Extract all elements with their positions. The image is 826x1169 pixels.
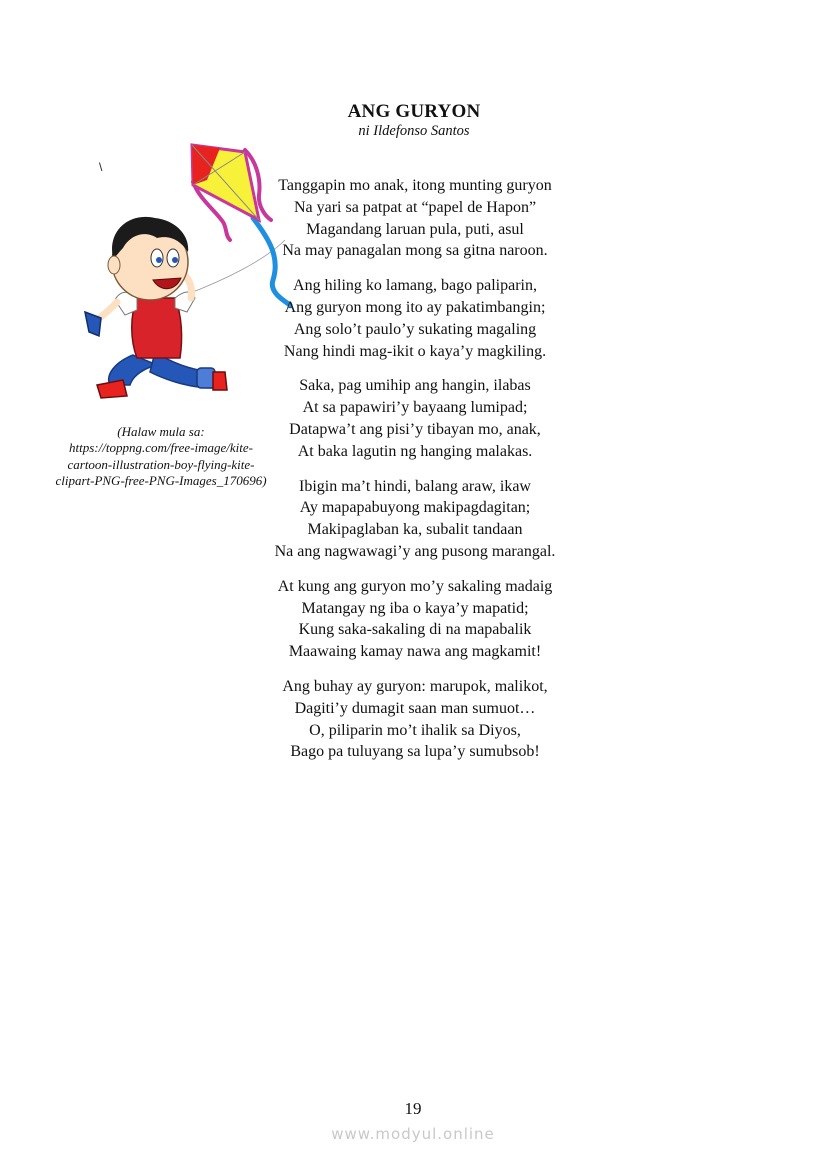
poem-line: Kung saka-sakaling di na mapabalik [298, 621, 532, 639]
stanza [255, 275, 575, 362]
page-number: 19 [404, 1099, 422, 1118]
poem-line: Ang hiling ko lamang, bago paliparin, [293, 277, 537, 295]
stanza [255, 375, 575, 462]
poem-line: Tanggapin mo anak, itong munting guryon [278, 177, 552, 194]
stanza [255, 676, 575, 763]
poem-line: Datapwa’t ang pisi’y tibayan mo, anak, [289, 420, 541, 438]
poem-line: Na yari sa patpat at “papel de Hapon” [293, 198, 537, 216]
poem-line: At baka lagutin ng hanging malakas. [297, 442, 533, 460]
poem-line: Ibigin ma’t hindi, balang araw, ikaw [299, 477, 531, 495]
poem-line: At sa papawiri’y bayaang lumipad; [302, 399, 528, 417]
poem-line: Ang guryon mong ito ay pakatimbangin; [284, 298, 546, 316]
shoe-icon [213, 372, 227, 390]
poem-line: Ang buhay ay guryon: marupok, malikot, [282, 677, 548, 695]
poem-line: Maawaing kamay nawa ang magkamit! [288, 643, 542, 661]
stanza [255, 576, 575, 663]
stanza [255, 476, 575, 563]
poem-line: Saka, pag umihip ang hangin, ilabas [299, 377, 531, 395]
poem-line: At kung ang guryon mo’y sakaling madaig [277, 577, 553, 595]
poem-line: Makipaglaban ka, subalit tandaan [307, 521, 523, 539]
poem-line: Dagiti’y dumagit saan man sumuot… [294, 699, 536, 717]
poem-line: Magandang laruan pula, puti, asul [306, 220, 524, 238]
poem-title: ANG GURYON [347, 101, 481, 122]
poem-line: Nang hindi mag-ikit o kaya’y magkiling. [283, 342, 547, 360]
image-caption: (Halaw mula sa: https://toppng.com/free-image/kite-cartoon-illustration-boy-flying-kite-clipart-PNG-free-PNG-Images_170696) [55, 424, 267, 488]
shoe-icon [97, 380, 127, 398]
poem-line: Ang solo’t paulo’y sukating magaling [293, 320, 537, 338]
poem-line: Na may panagalan mong sa gitna naroon. [282, 242, 548, 260]
boy-shirt-icon [132, 298, 182, 358]
stray-mark: \ [99, 160, 103, 174]
poem-body [255, 175, 575, 776]
watermark: www.modyul.online [331, 1125, 495, 1143]
poem-line: Bago pa tuluyang sa lupa’y sumubsob! [290, 743, 540, 761]
poem-line: Matangay ng iba o kaya’y mapatid; [301, 599, 529, 617]
poem-author: ni Ildefonso Santos [358, 123, 470, 139]
poem-line: O, piliparin mo’t ihalik sa Diyos, [309, 721, 521, 739]
poem-line: Na ang nagwawagi’y ang pusong marangal. [274, 542, 556, 560]
stanza [255, 175, 575, 262]
poem-line: Ay mapapabuyong makipagdagitan; [299, 499, 531, 517]
